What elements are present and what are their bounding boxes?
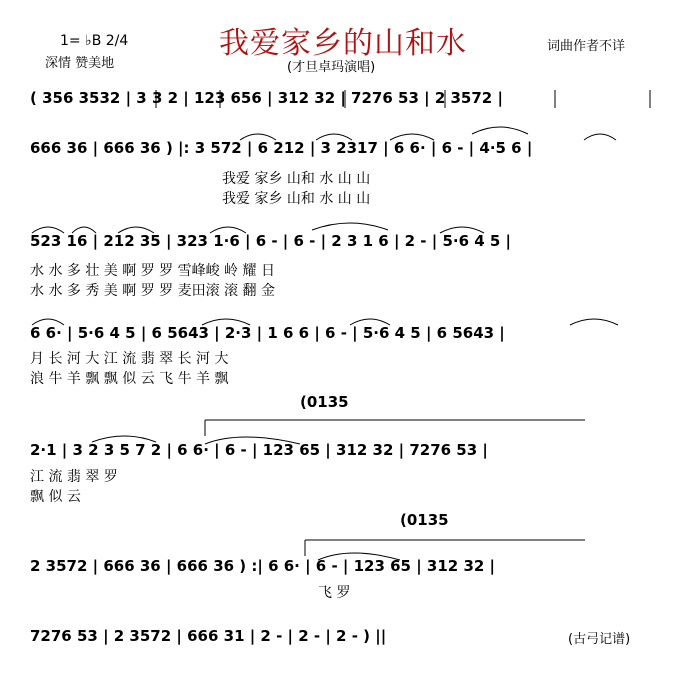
transcriber-credit: (古弓记谱) — [568, 632, 631, 647]
slur — [32, 319, 64, 325]
slur — [584, 134, 616, 140]
slur — [210, 227, 246, 233]
slur — [472, 127, 528, 134]
slur — [202, 319, 250, 325]
slur — [570, 319, 618, 325]
slur — [32, 227, 64, 233]
slur — [92, 436, 156, 442]
slur — [118, 227, 154, 233]
lyrics-verse-1: 我爱 家乡 山和 水 山 山 — [222, 171, 371, 187]
slur — [312, 223, 388, 230]
notation-line: 2·1 | 3 2 3 5 7 2 | 6 6· | 6 - | 123 65 | 312 32 | 7276 53 | — [30, 441, 488, 459]
lyrics-verse-1: 月 长 河 大 江 流 翡 翠 长 河 大 — [30, 351, 229, 367]
singer-credit: (才旦卓玛演唱) — [287, 60, 376, 75]
key-signature: 1= ♭B 2/4 — [60, 33, 129, 49]
slur — [72, 227, 96, 233]
notation-line: 6 6· | 5·6 4 5 | 6 5643 | 2·3 | 1 6 6 | 6 - | 5·6 4 5 | 6 5643 | — [30, 324, 505, 342]
slur — [318, 553, 400, 560]
lyrics-verse-1: 江 流 翡 翠 罗 — [30, 469, 118, 485]
lyrics-verse-2: 飘 似 云 — [30, 489, 81, 505]
slur — [390, 134, 434, 140]
lyrics-verse-2: 我爱 家乡 山和 水 山 山 — [222, 191, 371, 207]
bar-lines — [156, 90, 650, 108]
notation-line: ( 356 3532 | 3 3 2 | 123 656 | 312 32 | 7276 53 | 2 3572 | — [30, 89, 503, 107]
notation-line: 523 16 | 212 35 | 323 1·6 | 6 - | 6 - | 2 3 1 6 | 2 - | 5·6 4 5 | — [30, 232, 512, 250]
slur — [205, 437, 300, 444]
lyrics-verse-2: 水 水 多 秀 美 啊 罗 罗 麦田滚 滚 翻 金 — [30, 283, 275, 299]
tempo-marking: 深情 赞美地 — [45, 56, 115, 71]
slur — [316, 134, 352, 140]
lyrics-verse-1: 飞 罗 — [318, 585, 351, 601]
author-credit: 词曲作者不详 — [547, 39, 626, 54]
notation-line: 7276 53 | 2 3572 | 666 31 | 2 - | 2 - | 2 - ) || — [30, 627, 387, 645]
slur — [440, 227, 484, 233]
notation-line: 2 3572 | 666 36 | 666 36 ) :| 6 6· | 6 - | 123 65 | 312 32 | — [30, 557, 496, 575]
song-title: 我爱家乡的山和水 — [219, 26, 467, 61]
pickup-notes: (0135 — [300, 393, 349, 411]
lyrics-verse-1: 水 水 多 壮 美 啊 罗 罗 雪峰峻 岭 耀 日 — [30, 263, 275, 279]
pickup-notes: (0135 — [400, 511, 449, 529]
slur — [350, 319, 390, 325]
notation-line: 666 36 | 666 36 ) |: 3 572 | 6 212 | 3 2317 | 6 6· | 6 - | 4·5 6 | — [30, 139, 533, 157]
slur — [240, 134, 276, 140]
lyrics-verse-2: 浪 牛 羊 飘 飘 似 云 飞 牛 羊 飘 — [30, 371, 229, 387]
